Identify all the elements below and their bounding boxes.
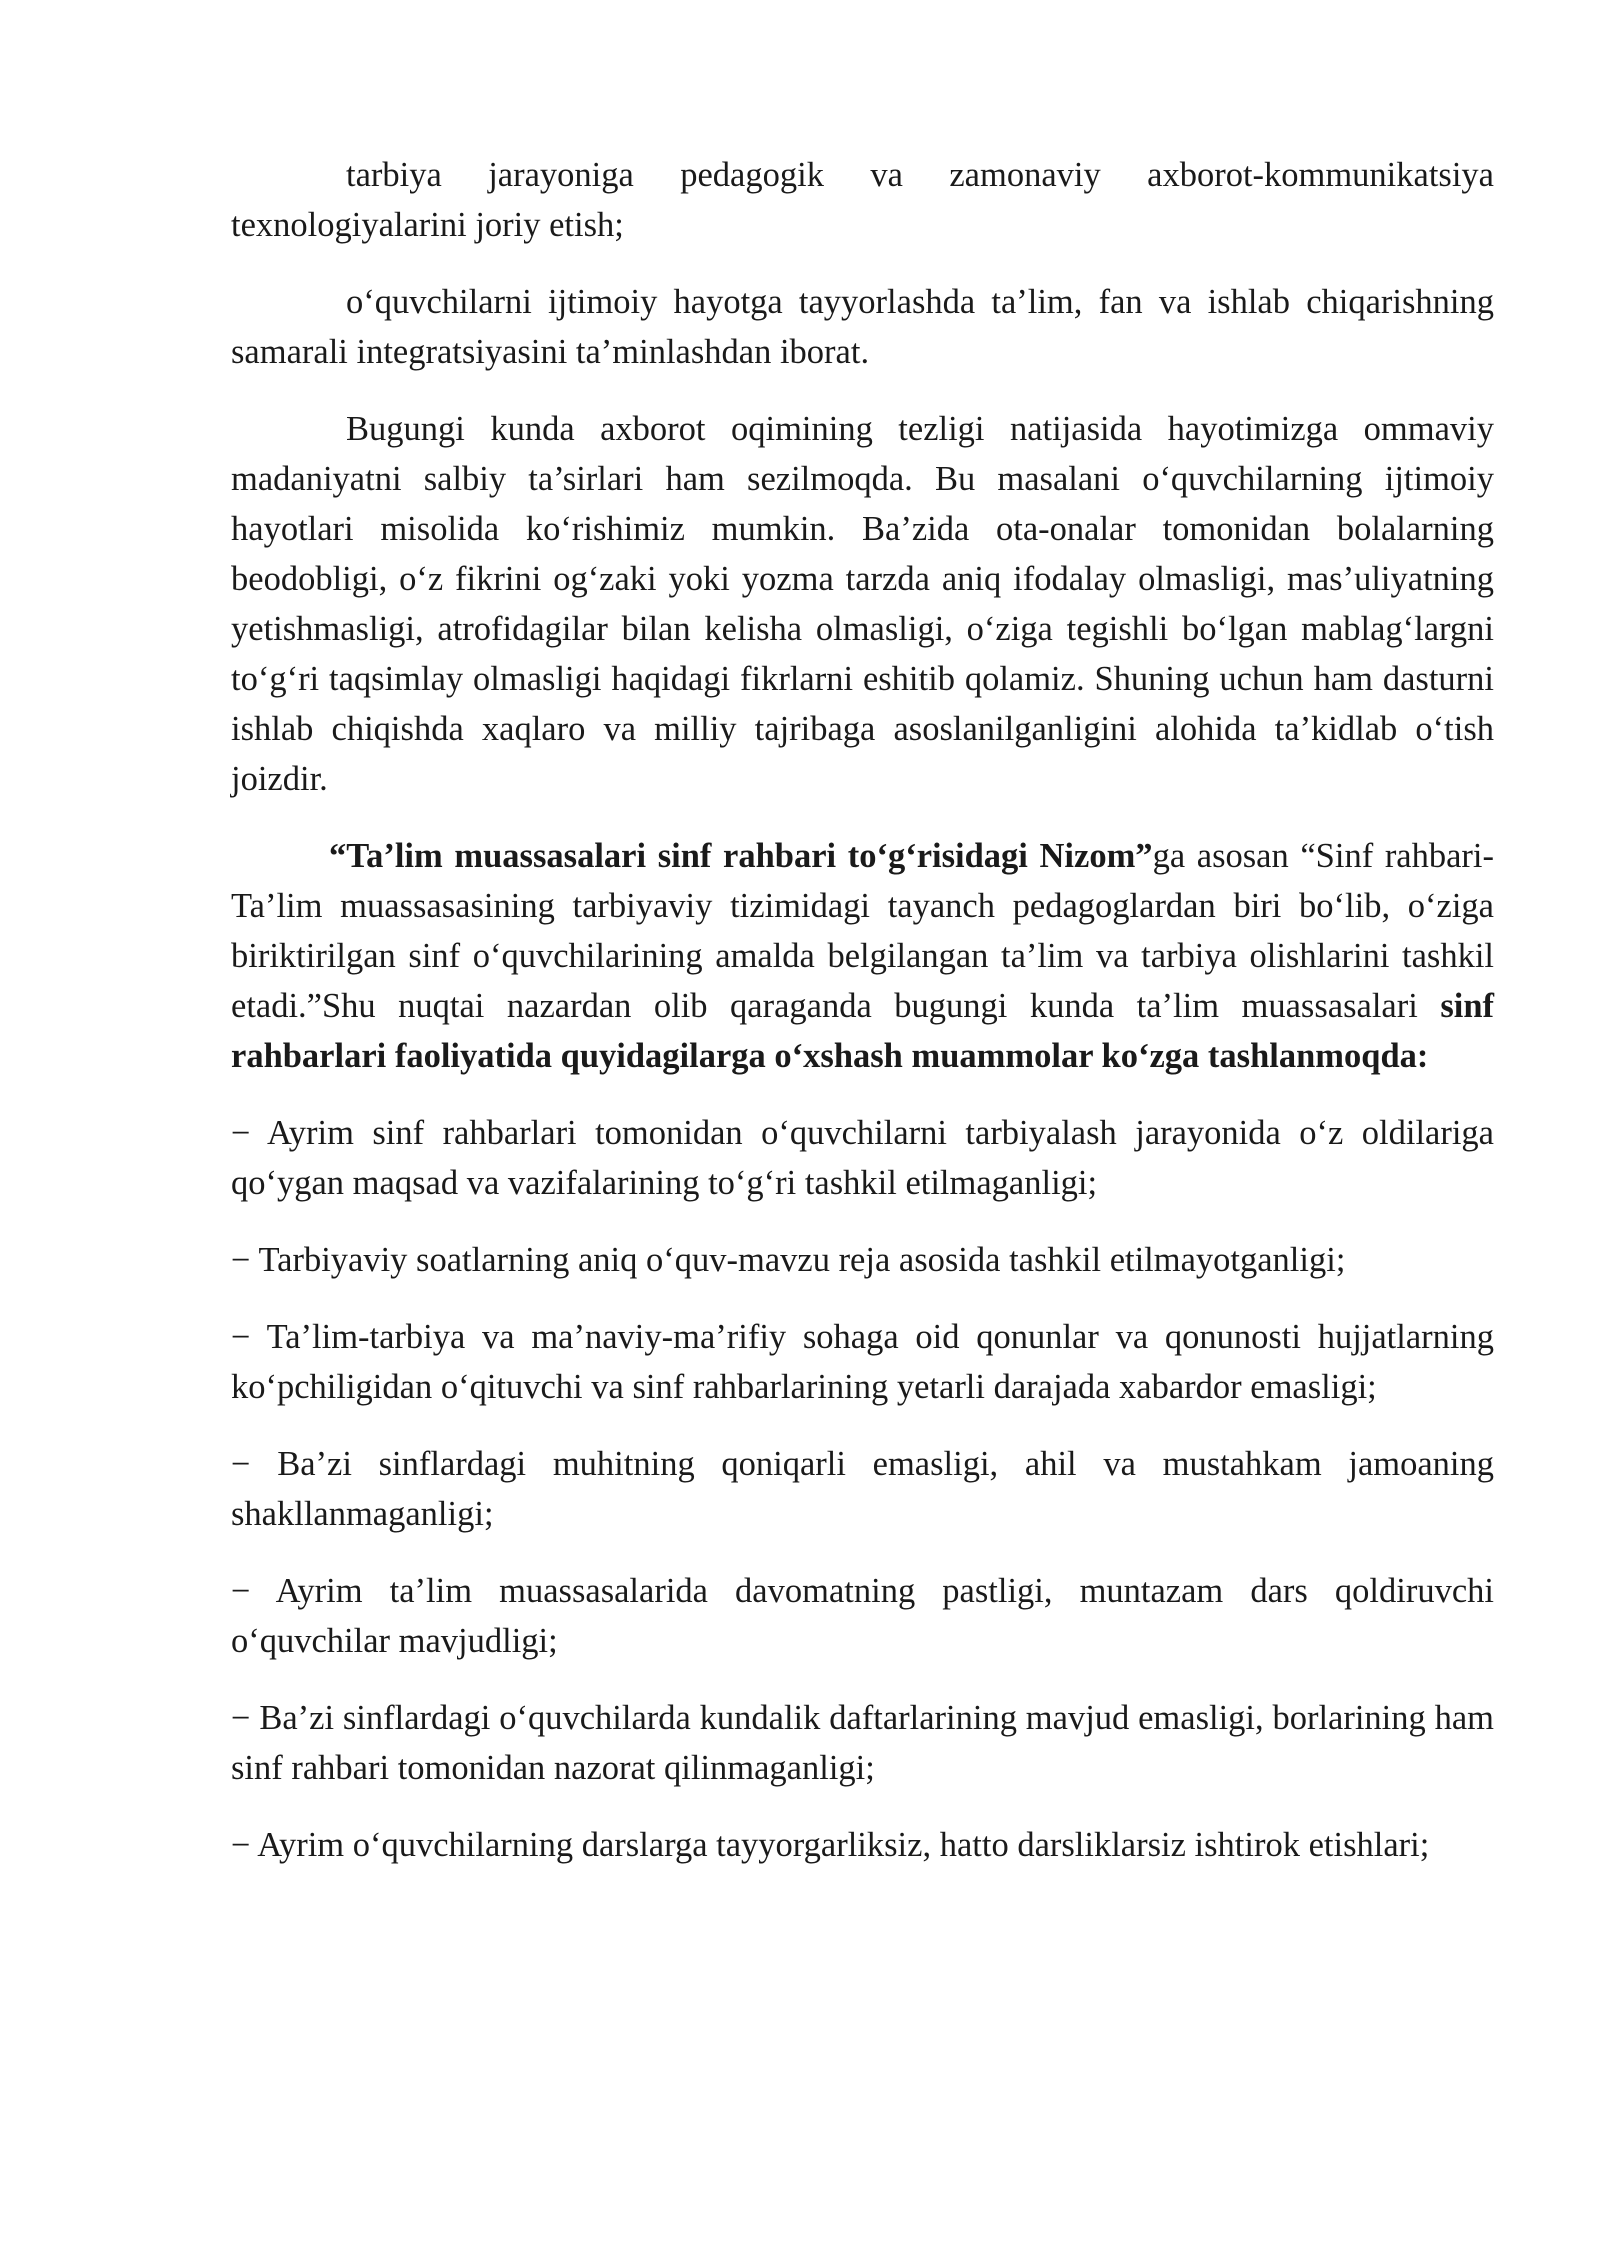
- bullet-text: Ba’zi sinflardagi muhitning qoniqarli emasligi, ahil va mustahkam jamoaning shakllanmaganligi;: [231, 1445, 1494, 1533]
- paragraph-ict-text: tarbiya jarayoniga pedagogik va zamonaviy axborot-kommunikatsiya texnologiyalarini joriy etish;: [231, 156, 1494, 244]
- bullet-marker: −: [231, 1699, 251, 1737]
- bullet-text: Tarbiyaviy soatlarning aniq o‘quv-mavzu reja asosida tashkil etilmayotganligi;: [258, 1241, 1346, 1279]
- document-body: [231, 150, 1494, 1897]
- bullet-marker: −: [231, 1826, 251, 1864]
- bullet-marker: −: [231, 1445, 251, 1483]
- bullet-marker: −: [231, 1114, 251, 1152]
- paragraph-ict: [231, 150, 1494, 250]
- paragraph-mass-culture: [231, 404, 1494, 804]
- bullet-marker: −: [231, 1241, 251, 1279]
- bullet-item: [231, 1693, 1494, 1793]
- paragraph-regulation: [231, 831, 1494, 1081]
- bullet-item: [231, 1312, 1494, 1412]
- paragraph-integration-text: o‘quvchilarni ijtimoiy hayotga tayyorlashda ta’lim, fan va ishlab chiqarishning samarali integratsiyasini ta’minlashdan iborat.: [231, 283, 1494, 371]
- bullet-text: Ayrim o‘quvchilarning darslarga tayyorgarliksiz, hatto darsliklarsiz ishtirok etishlari;: [257, 1826, 1430, 1864]
- bullet-item: [231, 1566, 1494, 1666]
- regulation-body: ga asosan “Sinf rahbari- Ta’lim muassasasining tarbiyaviy tizimidagi tayanch pedagoglardan biri bo‘lib, o‘ziga biriktirilgan sinf o‘quvchilarining amalda belgilangan ta’lim va tarbiya olishlarini tashkil etadi.”Shu nuqtai nazardan olib qaraganda bugungi kunda ta’lim muassasalari: [231, 837, 1494, 1025]
- bullet-text: Ta’lim-tarbiya va ma’naviy-ma’rifiy sohaga oid qonunlar va qonunosti hujjatlarning ko‘pchiligidan o‘qituvchi va sinf rahbarlarining yetarli darajada xabardor emasligi;: [231, 1318, 1494, 1406]
- bullet-item: [231, 1439, 1494, 1539]
- bullet-text: Ba’zi sinflardagi o‘quvchilarda kundalik daftarlarining mavjud emasligi, borlarining ham sinf rahbari tomonidan nazorat qilinmaganligi;: [231, 1699, 1494, 1787]
- bullet-marker: −: [231, 1318, 251, 1356]
- bullet-item: [231, 1108, 1494, 1208]
- paragraph-mass-culture-text: Bugungi kunda axborot oqimining tezligi natijasida hayotimizga ommaviy madaniyatni salbiy ta’sirlari ham sezilmoqda. Bu masalani o‘quvchilarning ijtimoiy hayotlari misolida ko‘rishimiz mumkin. Ba’zida ota-onalar tomonidan bolalarning beodobligi, o‘z fikrini og‘zaki yoki yozma tarzda aniq ifodalay olmasligi, mas’uliyatning yetishmasligi, atrofidagilar bilan kelisha olmasligi, o‘ziga tegishli bo‘lgan mablag‘largni to‘g‘ri taqsimlay olmasligi haqidagi fikrlarni eshitib qolamiz. Shuning uchun ham dasturni ishlab chiqishda xaqlaro va milliy tajribaga asoslanilganligini alohida ta’kidlab o‘tish joizdir.: [231, 410, 1494, 798]
- problems-intro: sinf rahbarlari faoliyatida quyidagilarga o‘xshash muammolar ko‘zga tashlanmoqda:: [231, 987, 1494, 1075]
- bullet-text: Ayrim sinf rahbarlari tomonidan o‘quvchilarni tarbiyalash jarayonida o‘z oldilariga qo‘ygan maqsad va vazifalarining to‘g‘ri tashkil etilmaganligi;: [231, 1114, 1494, 1202]
- bullet-item: [231, 1235, 1494, 1285]
- bullet-text: Ayrim ta’lim muassasalarida davomatning pastligi, muntazam dars qoldiruvchi o‘quvchilar mavjudligi;: [231, 1572, 1494, 1660]
- bullet-marker: −: [231, 1572, 251, 1610]
- bullet-item: [231, 1820, 1494, 1870]
- paragraph-integration: [231, 277, 1494, 377]
- regulation-title: “Ta’lim muassasalari sinf rahbari to‘g‘risidagi Nizom”: [329, 837, 1153, 875]
